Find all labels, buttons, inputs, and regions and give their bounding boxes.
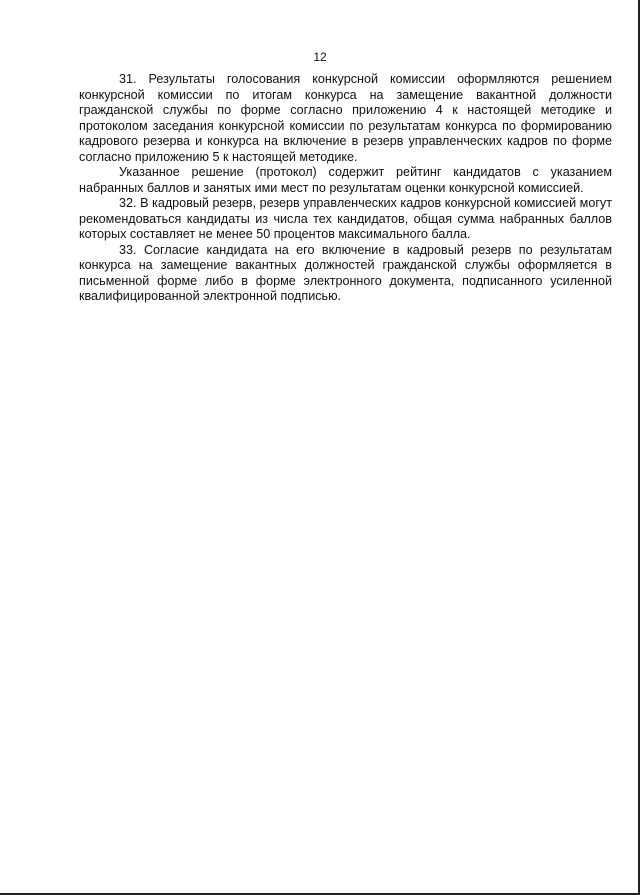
paragraph-32: 32. В кадровый резерв, резерв управленческих кадров конкурсной комиссией могут рекомендоваться кандидаты из числа тех кандидатов, общая сумма набранных баллов которых составляет не менее 50 процентов максимального балла. bbox=[79, 196, 612, 241]
paragraph-31: 31. Результаты голосования конкурсной комиссии оформляются решением конкурсной комиссии по итогам конкурса на замещение вакантной должности гражданской службы по форме согласно приложению 4 к настоящей методике и протоколом заседания конкурсной комиссии по результатам конкурса по формированию кадрового резерва и конкурса на включение в резерв управленческих кадров по форме согласно приложению 5 к настоящей методике. bbox=[79, 72, 612, 164]
paragraph-33: 33. Согласие кандидата на его включение в кадровый резерв по результатам конкурса на замещение вакантных должностей гражданской службы оформляется в письменной форме либо в форме электронного документа, подписанного усиленной квалифицированной электронной подписью. bbox=[79, 242, 612, 303]
document-body bbox=[79, 72, 612, 305]
page-number: 12 bbox=[313, 50, 327, 64]
paragraph-31-note: Указанное решение (протокол) содержит рейтинг кандидатов с указанием набранных баллов и занятых ими мест по результатам оценки конкурсной комиссией. bbox=[79, 165, 612, 195]
